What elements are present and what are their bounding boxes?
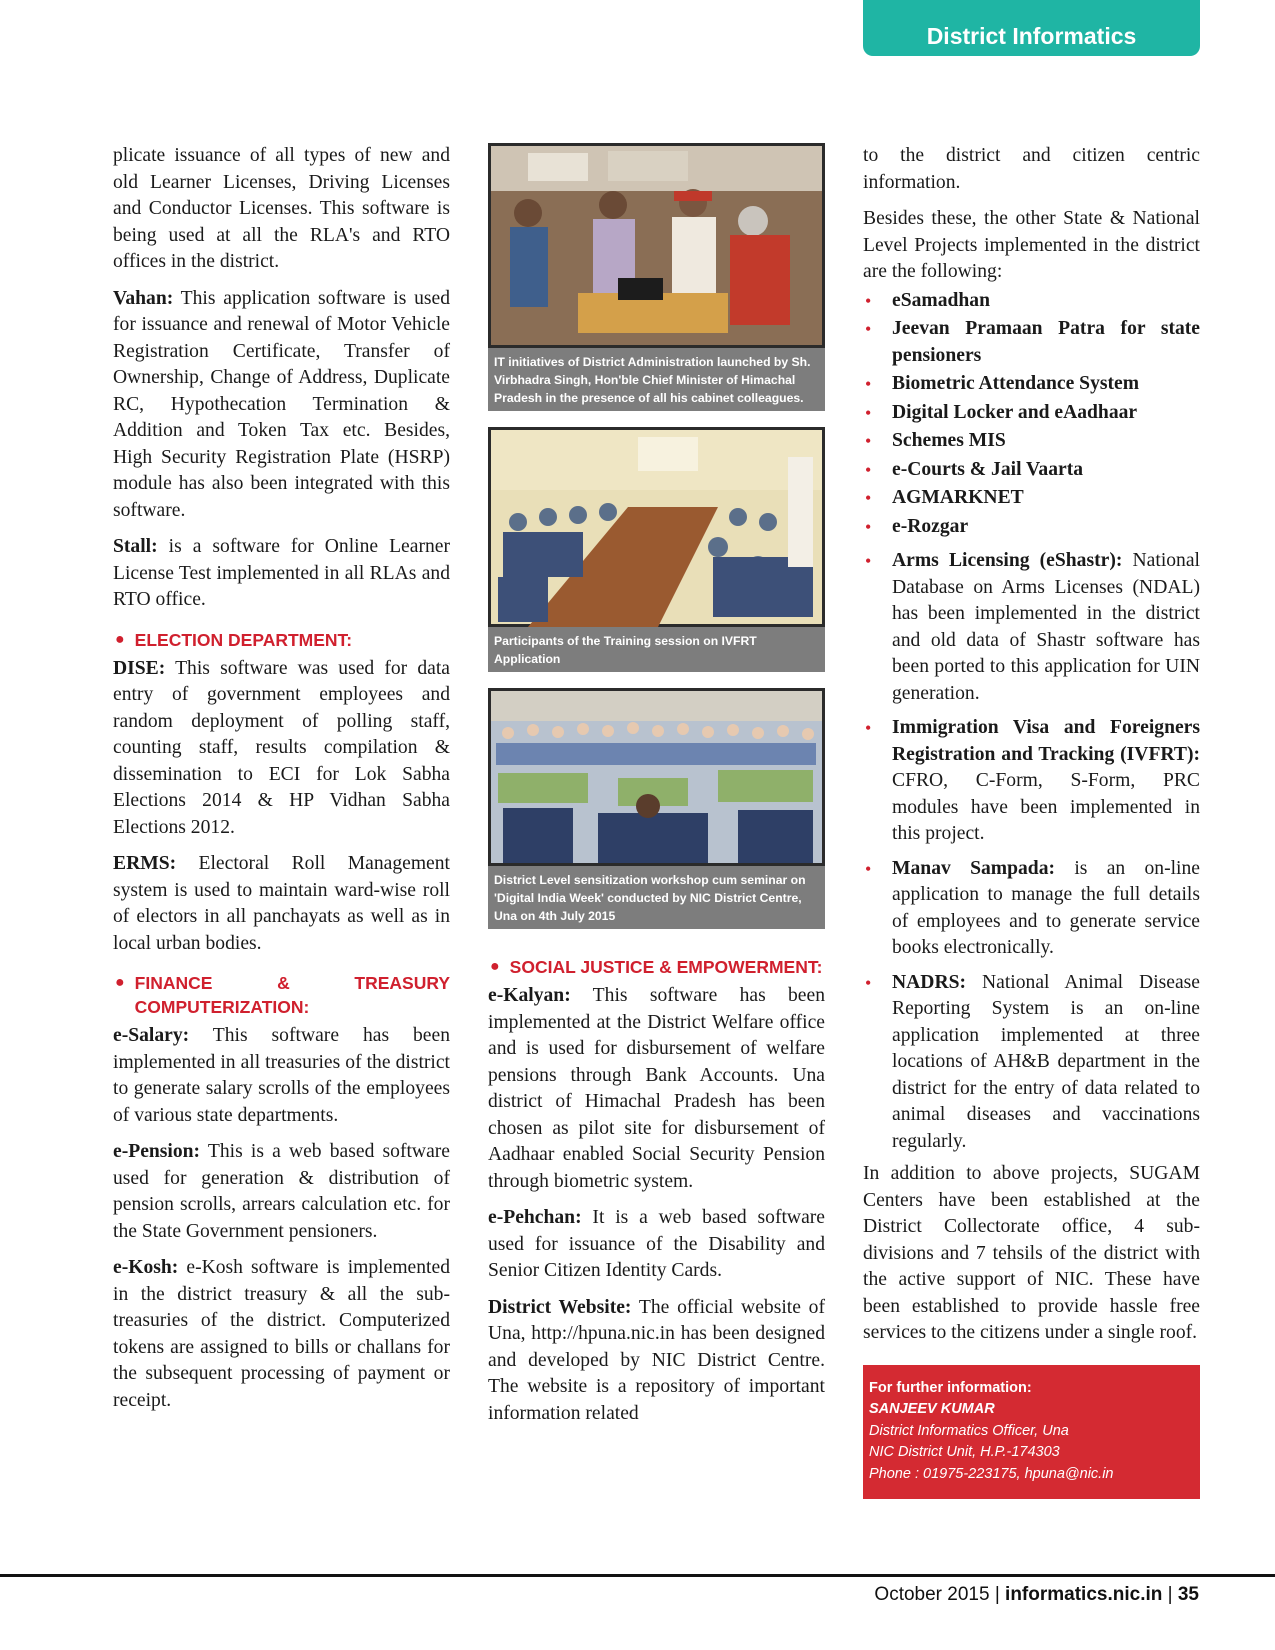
bullet-icon: • <box>865 431 872 451</box>
manav-text: is an on-line application to manage the full details of employees and to generate service books electronically. <box>892 857 1200 958</box>
ekalyan-text: This software has been implemented at the District Welfare office and is used for disbursement of welfare pensions through Bank Accounts. Una district of Himachal Pradesh has been chosen as pilot site for disbursement of Aadhaar enabled Social Security Pension through biometric system. <box>488 985 825 1192</box>
election-heading <box>113 628 450 652</box>
bullet-icon: • <box>865 374 872 394</box>
social-justice-heading <box>488 955 825 979</box>
ivfrt-text: CFRO, C-Form, S-Form, PRC modules have been implemented in this project. <box>892 770 1200 844</box>
paragraph-esalary <box>113 1023 450 1129</box>
footer-separator: | <box>1162 1584 1178 1605</box>
epension-label: e-Pension: <box>113 1141 201 1162</box>
stall-text: is a software for Online Learner License Test implemented in all RLAs and RTO office. <box>113 536 450 610</box>
ekalyan-label: e-Kalyan: <box>488 985 571 1006</box>
column-3 <box>863 143 1200 1499</box>
list-item-manav <box>863 856 1200 962</box>
bullet-dot-icon: ● <box>115 630 125 648</box>
project-name: Schemes MIS <box>892 430 1006 451</box>
footer-issue: October 2015 | <box>874 1584 1006 1605</box>
paragraph-ekosh <box>113 1255 450 1414</box>
photo-launch <box>488 143 825 411</box>
list-item <box>863 514 1200 541</box>
info-label: For further information: <box>869 1379 1032 1396</box>
photo-training-image <box>488 427 825 627</box>
page-number: 35 <box>1177 1584 1199 1605</box>
vahan-label: Vahan: <box>113 287 174 309</box>
epehchan-text: It is a web based software used for issuance of the Disability and Senior Citizen Identity Cards. <box>488 1207 825 1281</box>
paragraph-continued: to the district and citizen centric information. <box>863 145 1200 193</box>
paragraph-stall <box>113 534 450 614</box>
dise-text: This software was used for data entry of government employees and random deployment of polling staff, counting staff, results compilation & dissemination to ECI for Lok Sabha Elections 2014 & HP Vidhan Sabha Elections 2012. <box>113 657 450 838</box>
photo-workshop-caption: District Level sensitization workshop cum seminar on 'Digital India Week' conducted by NIC District Centre, Una on 4th July 2015 <box>494 873 806 923</box>
social-justice-heading-text: SOCIAL JUSTICE & EMPOWERMENT: <box>509 957 823 977</box>
bullet-icon: • <box>865 459 872 480</box>
list-item-arms <box>863 548 1200 707</box>
project-name: Digital Locker and eAadhaar <box>892 401 1138 423</box>
paragraph-epension <box>113 1139 450 1245</box>
ivfrt-label: Immigration Visa and Foreigners Registration and Tracking (IVFRT): <box>892 717 1200 765</box>
photo-launch-caption: IT initiatives of District Administration launched by Sh. Virbhadra Singh, Hon'ble Chief Minister of Himachal Pradesh in the presence of all his cabinet colleagues. <box>494 355 811 405</box>
contact-name: SANJEEV KUMAR <box>869 1401 995 1417</box>
finance-heading-text: FINANCE & TREASURY COMPUTERIZATION: <box>134 973 450 1017</box>
column-1 <box>113 143 450 1424</box>
project-name: Jeevan Pramaan Patra for state pensioners <box>892 318 1200 366</box>
list-item <box>863 485 1200 512</box>
projects-list <box>863 288 1200 1156</box>
section-header-tab <box>863 0 1200 56</box>
website-label: District Website: <box>488 1296 632 1318</box>
bullet-icon: • <box>865 972 872 993</box>
stall-label: Stall: <box>113 536 158 557</box>
project-name: e-Courts & Jail Vaarta <box>892 458 1084 480</box>
bullet-icon: • <box>865 488 872 508</box>
project-name: AGMARKNET <box>892 487 1024 508</box>
paragraph-dise <box>113 656 450 842</box>
photo-training-caption: Participants of the Training session on IVFRT Application <box>494 634 757 666</box>
paragraph-besides: Besides these, the other State & National Level Projects implemented in the district are the following: <box>863 208 1200 282</box>
dise-label: DISE: <box>113 657 166 679</box>
paragraph-epehchan <box>488 1205 825 1285</box>
arms-label: Arms Licensing (eShastr): <box>892 550 1123 571</box>
bullet-dot-icon: ● <box>490 958 500 975</box>
arms-text: National Database on Arms Licenses (NDAL) has been implemented in the district and old data of Shastr software has been ported to this application for UIN generation. <box>892 550 1200 704</box>
bullet-icon: • <box>865 516 872 537</box>
contact-designation: District Informatics Officer, Una <box>869 1422 1069 1439</box>
footer-divider <box>0 1574 1275 1577</box>
contact-info-box <box>863 1365 1200 1500</box>
nadrs-text: National Animal Disease Reporting System is an on-line application implemented at three locations of AH&B department in the district for the entry of data related to animal diseases and vaccinations regularly. <box>892 971 1200 1152</box>
list-item-ivfrt <box>863 715 1200 848</box>
paragraph-intro: plicate issuance of all types of new and old Learner Licenses, Driving Licenses and Conductor Licenses. This software is being used at all the RLA's and RTO offices in the district. <box>113 145 450 272</box>
list-item <box>863 457 1200 484</box>
list-item <box>863 316 1200 369</box>
esalary-text: This software has been implemented in all treasuries of the district to generate salary scrolls of the employees of various state departments. <box>113 1025 450 1126</box>
project-name: Biometric Attendance System <box>892 373 1140 394</box>
contact-unit: NIC District Unit, H.P.-174303 <box>869 1444 1060 1460</box>
photo-workshop-image <box>488 688 825 866</box>
paragraph-website <box>488 1295 825 1428</box>
footer-site: informatics.nic.in <box>1005 1584 1163 1605</box>
ekosh-label: e-Kosh: <box>113 1257 179 1278</box>
list-item-nadrs <box>863 970 1200 1156</box>
section-title: District Informatics <box>926 23 1137 49</box>
nadrs-label: NADRS: <box>892 971 967 993</box>
erms-label: ERMS: <box>113 853 177 874</box>
photo-launch-image <box>488 143 825 348</box>
list-item <box>863 428 1200 455</box>
project-name: e-Rozgar <box>892 515 969 537</box>
vahan-text: This application software is used for issuance and renewal of Motor Vehicle Registration Certificate, Transfer of Ownership, Change of Address, Duplicate RC, Hypothecation Termination & Addition and Token Tax etc. Besides, High Security Registration Plate (HSRP) module has also been integrated with this software. <box>113 287 450 521</box>
bullet-icon: • <box>865 858 872 879</box>
paragraph-erms <box>113 851 450 957</box>
bullet-icon: • <box>865 319 872 339</box>
paragraph-ekalyan <box>488 983 825 1195</box>
list-item <box>863 288 1200 315</box>
bullet-icon: • <box>865 718 872 738</box>
epension-text: This is a web based software used for generation & distribution of pension scrolls, arrears calculation etc. for the State Government pensioners. <box>113 1141 450 1242</box>
epehchan-label: e-Pehchan: <box>488 1207 582 1228</box>
contact-phone-email: Phone : 01975-223175, hpuna@nic.in <box>869 1465 1114 1482</box>
manav-label: Manav Sampada: <box>892 857 1056 879</box>
bullet-icon: • <box>865 402 872 423</box>
column-2 <box>488 143 825 1437</box>
paragraph-sugam: In addition to above projects, SUGAM Centers have been established at the District Collectorate office, 4 sub-divisions and 7 tehsils of the district with the active support of NIC. These have been established to provide hassle free services to the citizens under a single roof. <box>863 1163 1200 1343</box>
finance-heading <box>113 971 450 1019</box>
photo-training <box>488 427 825 672</box>
paragraph-vahan <box>113 286 450 525</box>
page-footer <box>874 1582 1199 1608</box>
bullet-dot-icon: ● <box>115 974 125 991</box>
bullet-icon: • <box>865 290 872 311</box>
election-heading-text: ELECTION DEPARTMENT: <box>134 629 353 650</box>
list-item <box>863 400 1200 427</box>
project-name: eSamadhan <box>892 289 990 311</box>
erms-text: Electoral Roll Management system is used to maintain ward-wise roll of electors in all panchayats as well as in local urban bodies. <box>113 853 450 954</box>
photo-workshop <box>488 688 825 929</box>
ekosh-text: e-Kosh software is implemented in the district treasury & all the sub-treasuries of the district. Computerized tokens are assigned to bills or challans for the subsequent processing of payment or receipt. <box>113 1257 450 1411</box>
bullet-icon: • <box>865 551 872 571</box>
website-text: The official website of Una, http://hpuna.nic.in has been designed and developed by NIC District Centre. The website is a repository of important information related <box>488 1296 825 1424</box>
esalary-label: e-Salary: <box>113 1025 190 1046</box>
list-item <box>863 371 1200 398</box>
